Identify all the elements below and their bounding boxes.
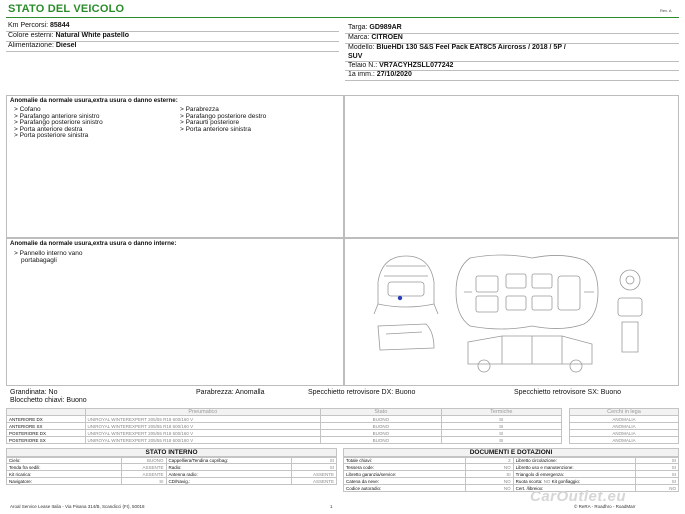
table-cell: Cielo: xyxy=(7,457,122,464)
table-cell: UNIROYAL WINTEREXPERT 205/55 R18 600/160 V xyxy=(85,423,321,430)
table-row xyxy=(570,437,679,444)
damage-marker xyxy=(398,296,402,300)
documenti-title: DOCUMENTI E DOTAZIONI xyxy=(343,448,679,458)
table-cell: Cert. /libreiox: xyxy=(513,485,635,492)
table-cell: Triangolo di emergenza: xyxy=(513,471,635,478)
table-cell: Navigatore: xyxy=(7,478,122,485)
model-field-cont: SUV xyxy=(348,53,363,60)
blocchetto-status: Blocchetto chiavi: Buono xyxy=(10,397,87,404)
table-row xyxy=(7,430,562,437)
divider xyxy=(6,41,339,42)
divider xyxy=(345,80,679,81)
table-cell: SI xyxy=(635,464,678,471)
table-cell: ANOMALIA xyxy=(570,437,679,444)
grandinata-status: Grandinata: No xyxy=(10,389,58,396)
table-cell: Ruota scorta: NO Kit gonfiaggio: xyxy=(513,478,635,485)
table-cell: SI xyxy=(635,478,678,485)
table-row xyxy=(7,478,337,485)
table-cell: ANOMALIA xyxy=(570,423,679,430)
internal-damage-title: Anomalie da normale usura,extra usura o danno interne: xyxy=(10,240,177,247)
table-row xyxy=(344,464,679,471)
table-cell: ASSENTE xyxy=(121,471,166,478)
table-cell: BUONO xyxy=(321,430,441,437)
table-cell: 2 xyxy=(465,457,513,464)
table-cell: SI xyxy=(121,478,166,485)
external-damage-title: Anomalie da normale usura,extra usura o danno esterne: xyxy=(10,97,178,104)
table-cell: SI xyxy=(441,423,561,430)
divider xyxy=(345,43,679,44)
table-cell: SI xyxy=(292,464,337,471)
divider xyxy=(6,51,339,52)
table-cell: POSTERIORE SX xyxy=(7,437,86,444)
plate-field: Targa: GD989AR xyxy=(348,24,402,31)
table-cell: ASSENTE xyxy=(292,471,337,478)
table-cell: SI xyxy=(441,430,561,437)
table-row xyxy=(7,437,562,444)
footer-address: Aroal Service Lease Italia - Via Pisana 314/B, Scandicci (FI), 50018 xyxy=(10,504,145,509)
watermark: CarOutlet.eu xyxy=(530,488,627,505)
table-cell: CD/Navig.: xyxy=(166,478,292,485)
table-cell: BUONO xyxy=(121,457,166,464)
divider xyxy=(6,31,339,32)
table-cell: Libretto circolazione: xyxy=(513,457,635,464)
car-interior-diagram xyxy=(372,252,652,380)
fuel-field: Alimentazione: Diesel xyxy=(8,42,77,49)
stato-interno-table xyxy=(6,456,337,485)
list-item: > Paraurti posteriore xyxy=(180,119,240,126)
external-damage-list-left xyxy=(14,107,103,140)
rims-table xyxy=(569,408,679,444)
external-damage-list-right xyxy=(180,107,266,133)
parabrezza-status: Parabrezza: Anomalla xyxy=(196,389,265,396)
list-item: > Parafango posteriore sinistro xyxy=(14,119,103,126)
external-diagram-panel xyxy=(344,95,679,238)
divider xyxy=(345,61,679,62)
table-cell: NO xyxy=(635,485,678,492)
list-item: > Parabrezza xyxy=(180,106,219,113)
table-header: Termiche xyxy=(441,409,561,416)
vin-field: Telaio N.: VR7ACYHZSLL077242 xyxy=(348,62,454,69)
table-cell: Libretto garanzia/service: xyxy=(344,471,466,478)
list-item: > Porta anteriore destra xyxy=(14,125,83,133)
list-item: portabagagli xyxy=(21,256,57,264)
divider xyxy=(345,33,679,34)
specchietto-dx-status: Specchietto retrovisore DX: Buono xyxy=(308,389,416,396)
table-row xyxy=(344,485,679,492)
table-cell: SI xyxy=(635,457,678,464)
table-row xyxy=(7,416,562,423)
list-item: > Cofano xyxy=(14,106,41,113)
first-registration-field: 1a imm.: 27/10/2020 xyxy=(348,71,412,78)
table-cell: SI xyxy=(441,437,561,444)
table-cell: Catena da neve: xyxy=(344,478,466,485)
page-title: STATO DEL VEICOLO xyxy=(8,3,125,15)
table-cell: NO xyxy=(465,485,513,492)
colour-field: Colore esterni: Natural White pastello xyxy=(8,32,129,39)
table-row xyxy=(570,430,679,437)
table-cell: UNIROYAL WINTEREXPERT 205/55 R18 600/160 V xyxy=(85,416,321,423)
table-cell: BUONO xyxy=(321,416,441,423)
stato-interno-title: STATO INTERNO xyxy=(6,448,337,458)
footer-copyright: © ReRA - Roadhro - RoadMarr xyxy=(574,504,636,509)
list-item: > Porta anteriore sinistra xyxy=(180,125,251,133)
table-row xyxy=(344,457,679,464)
table-cell: BUONO xyxy=(321,423,441,430)
table-header: Stato xyxy=(321,409,441,416)
table-cell: Radio: xyxy=(166,464,292,471)
table-cell: ANOMALIA xyxy=(570,416,679,423)
table-header: Cerchi in lega xyxy=(570,409,679,416)
table-cell: Kit ricarica: xyxy=(7,471,122,478)
table-cell: Cappelliera/Tendina copribag: xyxy=(166,457,292,464)
title-rule xyxy=(6,17,679,18)
table-cell: NO xyxy=(465,478,513,485)
divider xyxy=(345,70,679,71)
list-item: > Parafango anteriore sinistro xyxy=(14,112,100,120)
table-cell: SI xyxy=(465,471,513,478)
internal-damage-list xyxy=(14,251,82,264)
table-header: Pneumatico xyxy=(85,409,321,416)
table-row xyxy=(7,423,562,430)
table-cell: SI xyxy=(635,471,678,478)
revision-label: Rev. A xyxy=(660,8,672,13)
table-cell: NO xyxy=(465,464,513,471)
table-row xyxy=(570,416,679,423)
specchietto-sx-status: Specchietto retrovisore SX: Buono xyxy=(514,389,622,396)
table-row xyxy=(344,471,679,478)
documenti-table xyxy=(343,456,679,492)
table-header xyxy=(7,409,86,416)
make-field: Marca: CITROEN xyxy=(348,34,403,41)
table-cell: SI xyxy=(441,416,561,423)
table-row xyxy=(7,464,337,471)
page-number: 1 xyxy=(330,504,333,509)
table-cell: UNIROYAL WINTEREXPERT 205/55 R18 600/160 V xyxy=(85,437,321,444)
table-row xyxy=(344,478,679,485)
table-cell: ASSENTE xyxy=(121,464,166,471)
table-cell: Totale chiavi: xyxy=(344,457,466,464)
tyres-table xyxy=(6,408,562,444)
table-cell: Antenna radio: xyxy=(166,471,292,478)
table-cell: BUONO xyxy=(321,437,441,444)
list-item: > Parafango posteriore destro xyxy=(180,112,267,120)
model-field: Modello: BlueHDi 130 S&S Feel Pack EAT8C5 Aircross / 2018 / 5P / xyxy=(348,44,566,51)
km-field: Km Percorsi: 85844 xyxy=(8,22,70,29)
table-cell: SI xyxy=(292,457,337,464)
table-cell: UNIROYAL WINTEREXPERT 205/55 R18 600/160 V xyxy=(85,430,321,437)
table-cell: Tessera code: xyxy=(344,464,466,471)
table-row xyxy=(7,471,337,478)
table-cell: Libretto uso e manutenzione: xyxy=(513,464,635,471)
list-item: > Pannello interno vano xyxy=(14,250,83,257)
table-cell: ASSENTE xyxy=(292,478,337,485)
table-cell: Tenda fra sedili: xyxy=(7,464,122,471)
table-row xyxy=(570,423,679,430)
table-cell: POSTERIORE DX xyxy=(7,430,86,437)
table-cell: ANTERIORE DX xyxy=(7,416,86,423)
table-cell: Codice autoradio: xyxy=(344,485,466,492)
table-row xyxy=(7,457,337,464)
table-cell: ANOMALIA xyxy=(570,430,679,437)
list-item: > Porta posteriore sinistra xyxy=(14,132,89,139)
table-cell: ANTERIORE SX xyxy=(7,423,86,430)
